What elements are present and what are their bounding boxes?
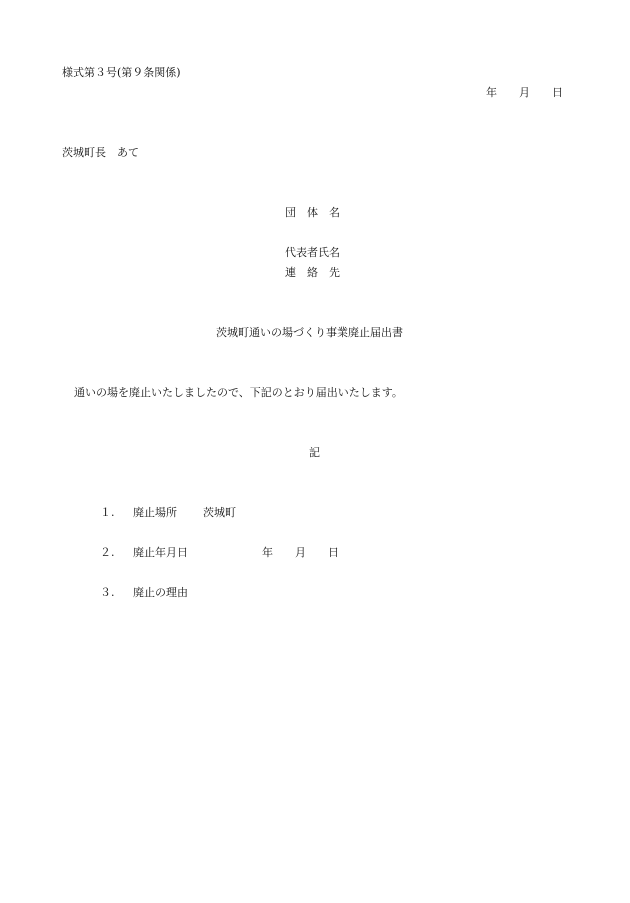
item-label: 廃止年月日 bbox=[133, 546, 188, 559]
date-line: 年 月 日 bbox=[486, 86, 563, 99]
item-number: ３. bbox=[100, 586, 115, 599]
item-number: ２. bbox=[100, 546, 115, 559]
group-name-label: 団 体 名 bbox=[285, 206, 340, 219]
item-label: 廃止場所 bbox=[133, 506, 177, 519]
list-item bbox=[0, 546, 630, 560]
list-item bbox=[0, 506, 630, 520]
body-text: 通いの場を廃止いたしましたので、下記のとおり届出いたします。 bbox=[74, 386, 403, 399]
list-item bbox=[0, 586, 630, 600]
item-value: 年 月 日 bbox=[262, 546, 339, 559]
item-number: １. bbox=[100, 506, 115, 519]
ki-heading: 記 bbox=[309, 446, 320, 459]
form-number: 様式第３号(第９条関係) bbox=[62, 66, 181, 79]
item-label: 廃止の理由 bbox=[133, 586, 188, 599]
contact-label: 連 絡 先 bbox=[285, 266, 340, 279]
representative-label: 代表者氏名 bbox=[285, 246, 340, 259]
addressee: 茨城町長 あて bbox=[62, 146, 139, 159]
item-value: 茨城町 bbox=[203, 506, 236, 519]
document-title: 茨城町通いの場づくり事業廃止届出書 bbox=[216, 326, 403, 339]
